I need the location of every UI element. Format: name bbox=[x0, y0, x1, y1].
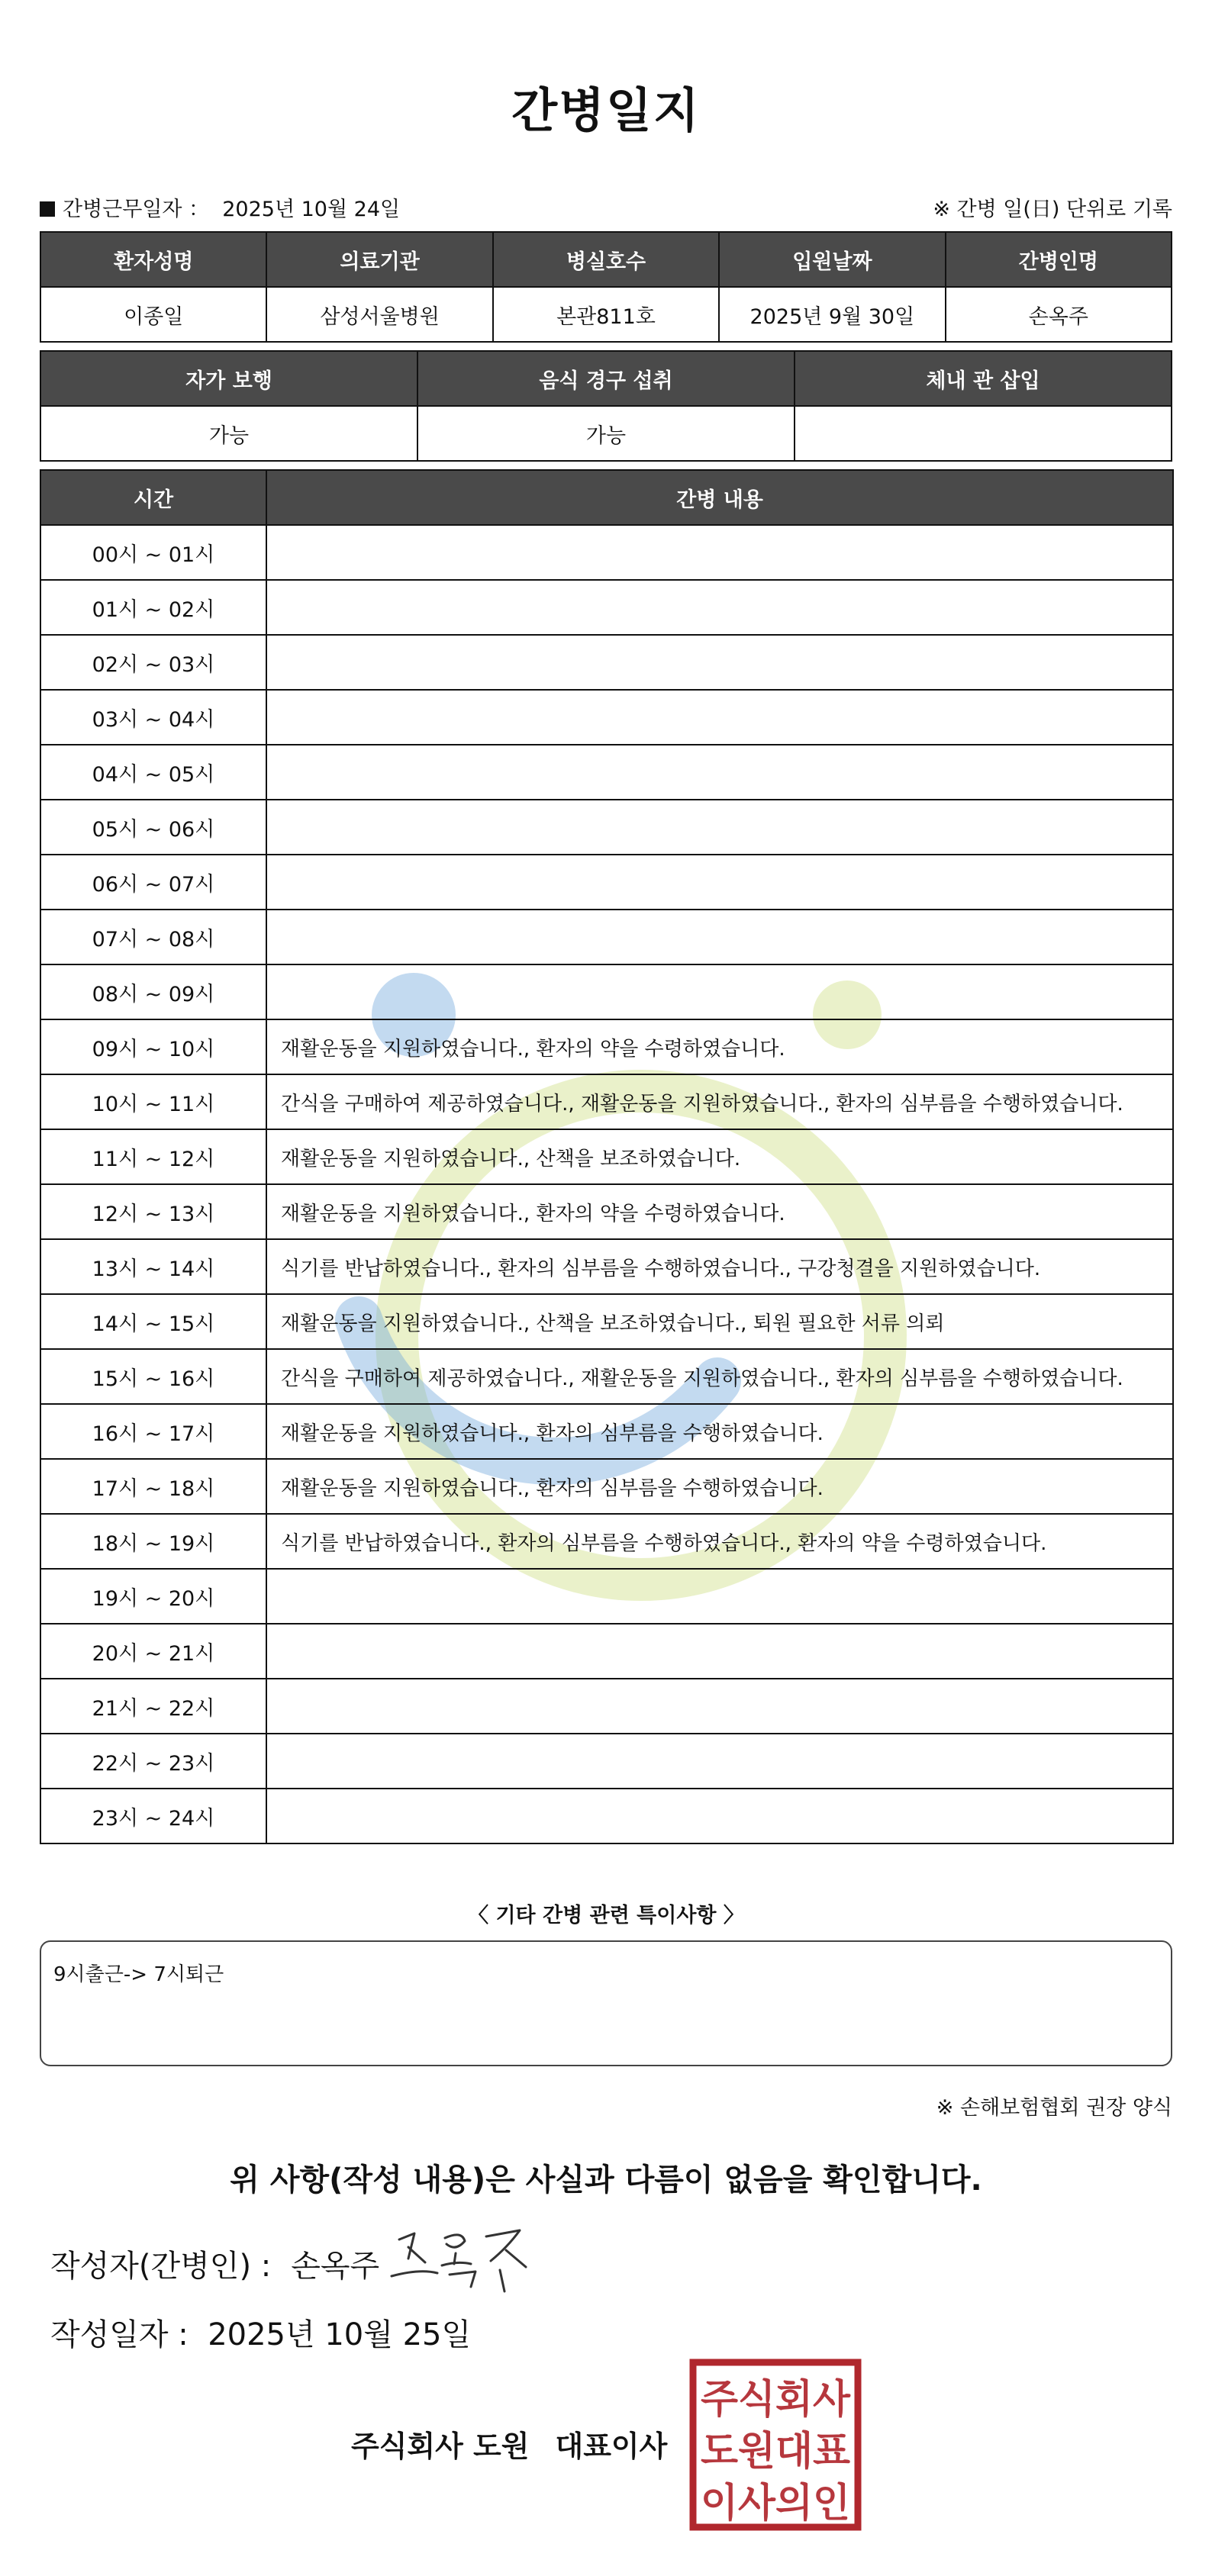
log-content bbox=[266, 855, 1173, 910]
company-representative: 대표이사 bbox=[555, 2429, 668, 2463]
seal-line-2: 도원대표 bbox=[701, 2429, 850, 2475]
log-time: 00시 ~ 01시 bbox=[40, 525, 266, 580]
header-hospital: 의료기관 bbox=[266, 232, 492, 287]
table-row bbox=[40, 525, 1173, 580]
company-name: 주식회사 도원 bbox=[351, 2429, 530, 2463]
log-time: 05시 ~ 06시 bbox=[40, 800, 266, 855]
log-time: 04시 ~ 05시 bbox=[40, 745, 266, 800]
table-row bbox=[40, 1294, 1173, 1349]
table-row bbox=[40, 800, 1173, 855]
special-notes-title: 〈 기타 간병 관련 특이사항 〉 bbox=[468, 1904, 744, 1927]
table-row bbox=[40, 1184, 1173, 1239]
log-content: 재활운동을 지원하였습니다., 환자의 심부름을 수행하였습니다. bbox=[266, 1404, 1173, 1459]
header-patient-name: 환자성명 bbox=[40, 232, 266, 287]
admission-date: 2025년 9월 30일 bbox=[719, 287, 945, 342]
written-date-label: 작성일자 : bbox=[50, 2317, 189, 2352]
table-row bbox=[40, 910, 1173, 964]
work-date-value: 2025년 10월 24일 bbox=[222, 198, 401, 221]
header-self-walking: 자가 보행 bbox=[40, 351, 417, 406]
writer-name: 손옥주 bbox=[291, 2249, 380, 2284]
log-time: 01시 ~ 02시 bbox=[40, 580, 266, 635]
log-time: 16시 ~ 17시 bbox=[40, 1404, 266, 1459]
log-content bbox=[266, 800, 1173, 855]
oral-intake-value: 가능 bbox=[417, 406, 795, 461]
work-date-label: 간병근무일자 ： bbox=[63, 198, 210, 221]
log-content bbox=[266, 1624, 1173, 1679]
table-row bbox=[40, 1349, 1173, 1404]
patient-name: 이종일 bbox=[40, 287, 266, 342]
log-content: 재활운동을 지원하였습니다., 산책을 보조하였습니다., 퇴원 필요한 서류 의뢰 bbox=[266, 1294, 1173, 1349]
log-content bbox=[266, 964, 1173, 1019]
log-time: 09시 ~ 10시 bbox=[40, 1019, 266, 1074]
company-line bbox=[351, 2423, 667, 2465]
table-row bbox=[40, 1074, 1173, 1129]
log-content bbox=[266, 1679, 1173, 1734]
log-time: 06시 ~ 07시 bbox=[40, 855, 266, 910]
log-content bbox=[266, 910, 1173, 964]
table-row bbox=[40, 1459, 1173, 1514]
header-admission-date: 입원날짜 bbox=[719, 232, 945, 287]
log-content bbox=[266, 1789, 1173, 1843]
table-row bbox=[40, 1514, 1173, 1569]
header-tube-insertion: 체내 관 삽입 bbox=[795, 351, 1172, 406]
table-row bbox=[40, 1569, 1173, 1624]
self-walking-value: 가능 bbox=[40, 406, 417, 461]
seal-line-1: 주식회사 bbox=[701, 2377, 851, 2423]
log-content: 식기를 반납하였습니다., 환자의 심부름을 수행하였습니다., 구강청결을 지원하였습니다. bbox=[266, 1239, 1173, 1294]
log-content bbox=[266, 745, 1173, 800]
table-row bbox=[40, 964, 1173, 1019]
written-date-value: 2025년 10월 25일 bbox=[208, 2317, 472, 2352]
table-row bbox=[40, 855, 1173, 910]
log-content: 간식을 구매하여 제공하였습니다., 재활운동을 지원하였습니다., 환자의 심부름을 수행하였습니다. bbox=[266, 1349, 1173, 1404]
square-bullet-icon bbox=[40, 201, 55, 217]
log-time: 15시 ~ 16시 bbox=[40, 1349, 266, 1404]
header-caregiver: 간병인명 bbox=[946, 232, 1172, 287]
table-row bbox=[40, 1734, 1173, 1789]
log-content bbox=[266, 635, 1173, 690]
log-content: 재활운동을 지원하였습니다., 산책을 보조하였습니다. bbox=[266, 1129, 1173, 1184]
log-content: 식기를 반납하였습니다., 환자의 심부름을 수행하였습니다., 환자의 약을 수령하였습니다. bbox=[266, 1514, 1173, 1569]
log-content: 간식을 구매하여 제공하였습니다., 재활운동을 지원하였습니다., 환자의 심부름을 수행하였습니다. bbox=[266, 1074, 1173, 1129]
header-care-content: 간병 내용 bbox=[266, 470, 1173, 525]
seal-line-3: 이사의인 bbox=[701, 2481, 850, 2526]
record-note: ※ 간병 일(日) 단위로 기록 bbox=[933, 198, 1172, 221]
log-content bbox=[266, 1569, 1173, 1624]
log-time: 07시 ~ 08시 bbox=[40, 910, 266, 964]
writer-line bbox=[50, 2242, 379, 2285]
table-row bbox=[40, 1789, 1173, 1843]
form-note: ※ 손해보험협회 권장 양식 bbox=[936, 2096, 1172, 2120]
header-time: 시간 bbox=[40, 470, 266, 525]
table-row bbox=[40, 635, 1173, 690]
header-oral-intake: 음식 경구 섭취 bbox=[417, 351, 795, 406]
table-row bbox=[40, 1404, 1173, 1459]
log-time: 18시 ~ 19시 bbox=[40, 1514, 266, 1569]
log-content bbox=[266, 1734, 1173, 1789]
log-content bbox=[266, 525, 1173, 580]
log-content: 재활운동을 지원하였습니다., 환자의 약을 수령하였습니다. bbox=[266, 1184, 1173, 1239]
log-time: 22시 ~ 23시 bbox=[40, 1734, 266, 1789]
table-row bbox=[40, 690, 1173, 745]
written-date-line bbox=[50, 2310, 471, 2354]
table-row bbox=[40, 1129, 1173, 1184]
log-time: 19시 ~ 20시 bbox=[40, 1569, 266, 1624]
hospital-name: 삼성서울병원 bbox=[266, 287, 492, 342]
log-time: 20시 ~ 21시 bbox=[40, 1624, 266, 1679]
log-time: 12시 ~ 13시 bbox=[40, 1184, 266, 1239]
room-number: 본관811호 bbox=[493, 287, 719, 342]
handwritten-signature bbox=[385, 2217, 538, 2301]
table-row bbox=[40, 1679, 1173, 1734]
log-content: 재활운동을 지원하였습니다., 환자의 약을 수령하였습니다. bbox=[266, 1019, 1173, 1074]
table-row bbox=[40, 745, 1173, 800]
log-time: 08시 ~ 09시 bbox=[40, 964, 266, 1019]
confirmation-statement: 위 사항(작성 내용)은 사실과 다름이 없음을 확인합니다. bbox=[230, 2162, 982, 2198]
log-content bbox=[266, 690, 1173, 745]
log-time: 23시 ~ 24시 bbox=[40, 1789, 266, 1843]
tube-insertion-value bbox=[795, 406, 1172, 461]
patient-info-table bbox=[40, 231, 1172, 343]
log-content bbox=[266, 580, 1173, 635]
special-notes-text: 9시출근-> 7시퇴근 bbox=[53, 1963, 224, 1986]
table-row bbox=[40, 580, 1173, 635]
writer-label: 작성자(간병인) : bbox=[50, 2249, 272, 2284]
special-notes-box bbox=[40, 1940, 1172, 2066]
log-time: 21시 ~ 22시 bbox=[40, 1679, 266, 1734]
log-time: 10시 ~ 11시 bbox=[40, 1074, 266, 1129]
log-time: 14시 ~ 15시 bbox=[40, 1294, 266, 1349]
company-seal-stamp bbox=[688, 2358, 862, 2532]
table-row bbox=[40, 1624, 1173, 1679]
log-time: 02시 ~ 03시 bbox=[40, 635, 266, 690]
table-row bbox=[40, 1019, 1173, 1074]
log-time: 17시 ~ 18시 bbox=[40, 1459, 266, 1514]
header-room: 병실호수 bbox=[493, 232, 719, 287]
patient-status-table bbox=[40, 350, 1172, 462]
care-log-table bbox=[40, 469, 1174, 1844]
page-title: 간병일지 bbox=[511, 82, 701, 138]
table-row bbox=[40, 1239, 1173, 1294]
log-time: 13시 ~ 14시 bbox=[40, 1239, 266, 1294]
log-time: 03시 ~ 04시 bbox=[40, 690, 266, 745]
log-content: 재활운동을 지원하였습니다., 환자의 심부름을 수행하였습니다. bbox=[266, 1459, 1173, 1514]
caregiver-name: 손옥주 bbox=[946, 287, 1172, 342]
log-time: 11시 ~ 12시 bbox=[40, 1129, 266, 1184]
work-date bbox=[40, 192, 400, 222]
